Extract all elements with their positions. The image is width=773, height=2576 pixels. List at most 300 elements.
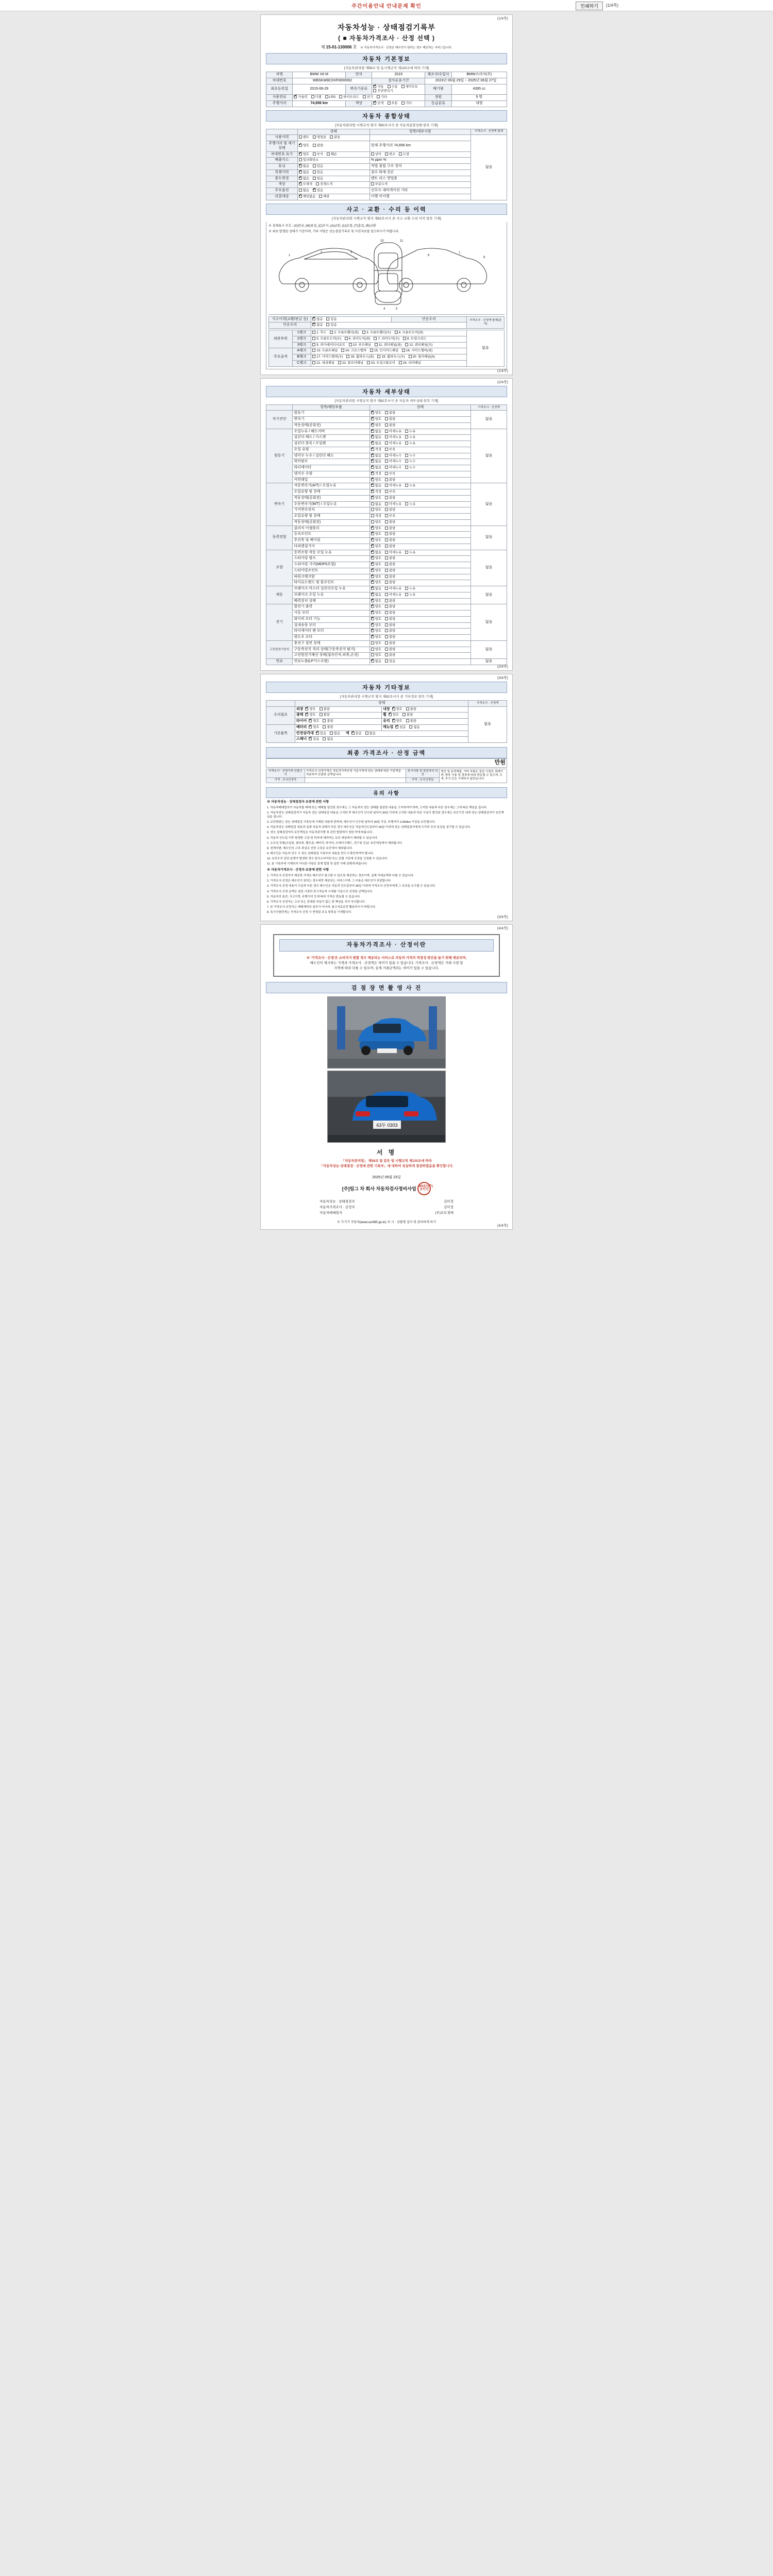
other-item-ext (295, 706, 382, 713)
opt-none[interactable]: 없음 (365, 732, 376, 736)
section-note-accident: [자동차관리법 시행규칙 별지 제82호서식 중 사고·교환·수리 이력 항목 기재] (332, 216, 441, 221)
part-22[interactable]: 22. 플로어패널 (338, 361, 363, 365)
part-5[interactable]: 5. 프론트도어(우) (312, 337, 341, 341)
detail-price-1: 없음 (470, 429, 507, 483)
opt-leak[interactable]: 누수 (405, 454, 415, 458)
notice-item: 3. 보증범위는 성능·상태점검 기록부에 기재된 내용에 한하며, 매수인이 인수한 날부터 30일 이상, 주행거리 2,000km 이상을 보증합니다. (267, 821, 435, 824)
opt-yes[interactable]: ✔ 있음 (316, 732, 326, 736)
opt-good[interactable]: ✔ 양호 (371, 417, 381, 421)
opt-bad[interactable]: 불량 (385, 617, 395, 621)
detail-item-2-0: 자동변속기(A/T) / 오일누유 (293, 483, 369, 489)
opt-accident-yes[interactable]: 있음 (326, 317, 337, 321)
notice-item: 8. 천재지변, 매수인의 고의·과실로 인한 고장은 보증에서 제외됩니다. (267, 846, 353, 850)
inspection-photo-rear (327, 1071, 446, 1143)
opt-bad[interactable]: 불량 (385, 478, 395, 482)
opt-bad[interactable]: 불량 (385, 648, 395, 652)
part-18[interactable]: 18. 휠하우스(좌) (346, 355, 374, 359)
opt-recall-na[interactable]: ✔ 해당없음 (299, 195, 315, 199)
opt-yes[interactable]: ✔ 있음 (351, 732, 362, 736)
other-label-tire: 타이어 (296, 719, 307, 723)
part-8[interactable]: 8. 트렁크리드 (403, 337, 426, 341)
opt-good[interactable]: ✔ 양호 (371, 617, 381, 621)
other-label-wheel: 휠 (383, 713, 386, 717)
opt-simple-none[interactable]: ✔ 없음 (312, 323, 323, 327)
opt-low[interactable]: 부족 (385, 448, 395, 452)
opt-none[interactable]: ✔ 없음 (371, 460, 381, 464)
opt-leak[interactable]: 누유 (405, 502, 415, 506)
section-note-basic: [자동차관리법 제58조 및 동시행규칙 제120조에 따라 기재] (344, 66, 429, 70)
detail-price-2: 없음 (470, 483, 507, 526)
label-insp-valid: 검사유효기간 (372, 78, 425, 84)
part-1[interactable]: 1. 후드 (312, 331, 326, 335)
opt-simple-yes[interactable]: 있음 (326, 323, 337, 327)
opt-low[interactable]: 부족 (385, 490, 395, 494)
opt-micro-leak[interactable]: 미세누수 (385, 460, 401, 464)
opt-good[interactable]: ✔ 양호 (371, 569, 381, 573)
page-number-3: (3/4쪽) (497, 676, 508, 680)
opt-leak[interactable]: 누유 (405, 484, 415, 488)
opt-micro-leak[interactable]: 미세누유 (385, 551, 401, 555)
value-insp-valid: 2023년 06월 29일 ~ 2025년 06월 27일 (425, 78, 507, 84)
price-definition-title: 자동차가격조사 · 산정이란 (279, 939, 494, 952)
opt-micro-leak[interactable]: 미세누수 (385, 454, 401, 458)
opt-transmission-other[interactable]: 무단변속기 (373, 89, 393, 93)
value-displacement: 4395 cc (451, 84, 507, 95)
signature-row-value: 김이정 (444, 1199, 453, 1204)
opt-leak[interactable]: 누유 (405, 587, 415, 591)
value-car-name: BMW X6 M (293, 72, 346, 78)
part-19[interactable]: 19. 휠하우스(우) (377, 355, 405, 359)
final-row-label-2: 가격 · 조사산정일 (406, 777, 439, 783)
value-mileage: 74,656 km (293, 100, 346, 107)
detail-item-0-1: 변속기 (293, 417, 369, 423)
accident-history-table (268, 316, 505, 329)
other-label-jack: 잭 (345, 731, 349, 735)
opt-vin-damage[interactable]: 훼손 (327, 152, 337, 157)
opt-bad[interactable]: 불량 (385, 605, 395, 609)
car-diagram-canvas (268, 235, 505, 313)
part-4[interactable]: 4. 프론트도어(좌) (395, 331, 424, 335)
opt-leak[interactable]: 누유 (405, 593, 415, 597)
part-13[interactable]: 13. 프론트패널 (312, 349, 338, 353)
opt-micro-leak[interactable]: 미세누유 (385, 593, 401, 597)
opt-good[interactable]: ✔ 양호 (392, 719, 402, 723)
opt-bad[interactable]: 불량 (385, 556, 395, 561)
opt-none[interactable]: ✔ 없음 (371, 430, 381, 434)
opt-none[interactable]: ✔ 없음 (371, 484, 381, 488)
opt-bad[interactable]: 불량 (323, 725, 333, 730)
opt-good[interactable]: 양호 (371, 653, 381, 657)
opt-bad[interactable]: 불량 (385, 581, 395, 585)
opt-bad[interactable]: 불량 (406, 707, 416, 711)
other-price-value: 없음 (468, 706, 507, 743)
other-group-repair: 수리필요 (266, 706, 295, 724)
part-16[interactable]: 16. 사이드멤버(좌) (402, 349, 432, 353)
opt-fuel-gasoline[interactable]: ✔ 가솔린 (294, 95, 307, 99)
opt-bad[interactable]: 불량 (385, 527, 395, 531)
opt-micro-leak[interactable]: 미세누유 (385, 484, 401, 488)
opt-good[interactable]: 양호 (371, 648, 381, 652)
opt-yes[interactable]: ✔ 있음 (309, 737, 319, 741)
notice-title: 유의 사항 (266, 787, 507, 798)
svg-text:3: 3 (350, 250, 352, 254)
other-group-basic: 기본품목 (266, 724, 295, 742)
detail-status-4-4 (369, 574, 470, 580)
detail-item-0-2: 작동상태(공회전) (293, 422, 369, 429)
opt-good[interactable]: 양호 (371, 641, 381, 646)
svg-text:5: 5 (396, 307, 398, 311)
opt-low[interactable]: 부족 (385, 472, 395, 476)
opt-bad[interactable]: 불량 (385, 520, 395, 524)
opt-special-none[interactable]: ✔ 없음 (299, 171, 309, 175)
opt-good[interactable]: ✔ 양호 (392, 707, 402, 711)
part-6[interactable]: 6. 리어도어(좌) (345, 337, 371, 341)
section-title-final: 최종 가격조사 · 산정 금액 (266, 747, 507, 758)
detail-status-2-2 (369, 495, 470, 501)
part-11[interactable]: 11. 쿼터패널(좌) (375, 343, 402, 347)
opt-usechange-yes[interactable]: 있음 (313, 177, 323, 181)
opt-vin-diff[interactable]: 상이 (371, 152, 381, 157)
opt-bad[interactable]: 불량 (385, 563, 395, 567)
row-label-options: 주요옵션 (266, 188, 298, 194)
opt-bad[interactable]: 불량 (385, 538, 395, 543)
page-number-4: (4/4쪽) (497, 927, 508, 931)
opt-none[interactable]: ✔ 없음 (371, 442, 381, 446)
opt-good[interactable]: ✔ 양호 (389, 713, 399, 717)
label-maker: 제조사/수입사 (425, 72, 451, 78)
opt-good[interactable]: ✔ 양호 (371, 478, 381, 482)
opt-color-single[interactable]: ✔ 단색 (373, 101, 383, 106)
opt-bad[interactable]: 불량 (385, 423, 395, 428)
signature-row (320, 1204, 453, 1210)
part-7[interactable]: 7. 리어도어(우) (374, 337, 399, 341)
opt-recall-yes[interactable]: 해당 (319, 195, 329, 199)
opt-none[interactable]: ✔ 없음 (371, 435, 381, 439)
opt-good[interactable]: ✔ 양호 (371, 629, 381, 633)
detail-item-2-4: 기어변속장치 (293, 507, 369, 514)
opt-transmission-cvt[interactable]: 세미오토 (401, 85, 418, 89)
opt-bad[interactable]: 불량 (385, 575, 395, 579)
opt-bad[interactable]: 불량 (402, 713, 413, 717)
opt-emission-co[interactable]: 일산화탄소 (299, 158, 318, 162)
opt-tuning-none[interactable]: ✔ 없음 (299, 164, 309, 168)
part-23[interactable]: 23. 트렁크플로어 (367, 361, 395, 365)
opt-leak[interactable]: 누유 (405, 442, 415, 446)
docno-prefix: 제 (321, 45, 325, 49)
sheet-page-4 (260, 924, 513, 1230)
section-title-detail: 자동차 세부상태 (266, 386, 507, 397)
opt-usechange-none[interactable]: ✔ 없음 (299, 177, 309, 181)
row-status-color (297, 182, 369, 188)
detail-item-1-8: 커먼레일 (293, 477, 369, 483)
detail-item-3-0: 클러치 어셈블리 (293, 526, 369, 532)
part-9[interactable]: 9. 라디에이터서포트 (312, 343, 345, 347)
rank-items-2 (311, 336, 467, 342)
label-mileage: 주행거리 (266, 100, 293, 107)
opt-options-yes[interactable]: ✔ 있음 (313, 189, 323, 193)
detail-status-7-1 (369, 647, 470, 653)
opt-tuning-yes[interactable]: 있음 (313, 164, 323, 168)
opt-low[interactable]: 부족 (385, 514, 395, 518)
label-fuel: 사용연료 (266, 95, 293, 101)
detail-item-2-6: 작동상태(공회전) (293, 519, 369, 526)
opt-yes[interactable]: ✔ 있음 (395, 725, 406, 730)
opt-bad[interactable]: 불량 (385, 532, 395, 536)
opt-options-none[interactable]: 없음 (299, 189, 309, 193)
opt-good[interactable]: ✔ 양호 (371, 496, 381, 500)
opt-bad[interactable]: 불량 (385, 496, 395, 500)
part-17[interactable]: 17. 사이드멤버(우) (312, 355, 343, 359)
part-14[interactable]: 14. 크로스멤버 (341, 349, 366, 353)
opt-bad[interactable]: 불량 (385, 635, 395, 639)
opt-micro-leak[interactable]: 미세누유 (385, 442, 401, 446)
section-title-other: 자동차 기타정보 (266, 682, 507, 693)
detail-status-4-3 (369, 568, 470, 574)
opt-fuel-electric[interactable]: 전기 (363, 95, 373, 99)
sheet-page-2 (260, 378, 513, 671)
other-info-table (266, 700, 507, 743)
opt-ok[interactable]: ✔ 적정 (371, 472, 381, 476)
opt-good[interactable]: ✔ 양호 (371, 575, 381, 579)
opt-ok[interactable]: ✔ 적정 (371, 448, 381, 452)
label-seats: 정원 (425, 95, 451, 101)
opt-good[interactable]: 양호 (371, 520, 381, 524)
detail-status-1-8 (369, 477, 470, 483)
opt-bad[interactable]: 불량 (385, 611, 395, 615)
opt-good[interactable]: ✔ 양호 (371, 611, 381, 615)
opt-bad[interactable]: 불량 (320, 713, 330, 717)
row-detail-special: 침수 화재 전손 (369, 170, 470, 176)
detail-group-self: 자기진단 (266, 411, 293, 429)
opt-micro-leak[interactable]: 미세누유 (385, 430, 401, 434)
other-label-glass: 유리 (383, 719, 390, 723)
opt-bad[interactable]: 불량 (385, 653, 395, 657)
opt-usage-biz[interactable]: 영업용 (313, 135, 326, 140)
opt-vin-good[interactable]: ✔ 양호 (299, 152, 309, 157)
page-number-1: (1/4쪽) (497, 17, 508, 21)
opt-none[interactable]: ✔ 없음 (371, 593, 381, 597)
row-status-vin-mark (297, 151, 369, 158)
opt-bad[interactable]: 불량 (385, 508, 395, 512)
detail-status-6-3 (369, 622, 470, 629)
other-item-spanner (295, 737, 468, 743)
row-status-usage (297, 135, 369, 141)
opt-vin-mod[interactable]: 변조 (385, 152, 395, 157)
opt-none[interactable]: ✔ 없음 (371, 551, 381, 555)
detail-status-4-2 (369, 562, 470, 568)
opt-good[interactable]: ✔ 양호 (371, 635, 381, 639)
detail-group-engine: 원동기 (266, 429, 293, 483)
opt-paint-full[interactable]: 전체도색 (316, 182, 332, 187)
opt-good[interactable]: ✔ 양호 (371, 581, 381, 585)
opt-micro-leak[interactable]: 미세누유 (385, 435, 401, 439)
opt-micro-leak[interactable]: 미세누유 (385, 587, 401, 591)
opt-bad[interactable]: 불량 (385, 411, 395, 415)
opt-bad[interactable]: 불량 (385, 599, 395, 603)
detail-status-1-4 (369, 453, 470, 459)
opt-none[interactable]: ✔ 없음 (371, 587, 381, 591)
notice-head-1: ※ 자동차성능 · 상태점검자 보증에 관한 사항 (267, 800, 329, 804)
svg-text:63두 0303: 63두 0303 (376, 1122, 398, 1128)
opt-good[interactable]: ✔ 양호 (309, 719, 319, 723)
opt-good[interactable]: ✔ 양호 (371, 538, 381, 543)
opt-special-yes[interactable]: 있음 (313, 171, 323, 175)
other-item-manual (382, 724, 468, 731)
detail-status-2-1 (369, 489, 470, 496)
opt-micro-leak[interactable]: 미세누수 (385, 466, 401, 470)
final-amount-value: 만원 (266, 759, 507, 768)
opt-bad[interactable]: 불량 (385, 417, 395, 421)
opt-transmission-auto[interactable]: ✔자동 (373, 85, 383, 89)
opt-micro-leak[interactable]: 미세누유 (385, 502, 401, 506)
accident-diagram (266, 222, 507, 369)
opt-leak[interactable]: 누수 (405, 466, 415, 470)
detail-status-1-3 (369, 447, 470, 453)
detail-status-2-0 (369, 483, 470, 489)
opt-usage-gov[interactable]: 관용 (330, 135, 340, 140)
opt-fuel-etc[interactable]: 기타 (377, 95, 387, 99)
label-year: 연식 (346, 72, 372, 78)
part-2[interactable]: 2. 프론트휀더(좌) (330, 331, 359, 335)
opt-color-etc[interactable]: 기타 (401, 101, 412, 106)
detail-status-3-1 (369, 532, 470, 538)
opt-bad[interactable]: 불량 (385, 569, 395, 573)
opt-accident-none[interactable]: ✔ 없음 (312, 317, 323, 321)
detail-status-6-5 (369, 635, 470, 641)
detail-status-1-2 (369, 441, 470, 447)
opt-fuel-lpg[interactable]: LPG (325, 95, 336, 99)
print-button[interactable]: 인쇄하기 (576, 2, 603, 10)
detail-status-8-0 (369, 659, 470, 665)
part-3[interactable]: 3. 프론트휀더(우) (362, 331, 391, 335)
opt-good[interactable]: ✔ 양호 (371, 623, 381, 628)
detail-status-7-2 (369, 653, 470, 659)
opt-good[interactable]: ✔ 양호 (305, 713, 315, 717)
seal-stamp: WKEY(주) 공인인 (417, 1182, 431, 1195)
opt-fuel-hybrid[interactable]: 하이브리드 (339, 95, 359, 99)
opt-bad[interactable]: 불량 (406, 719, 416, 723)
opt-ok[interactable]: ✔ 적정 (371, 490, 381, 494)
accident-note-2: ※ 최초 발생된 상태가 기준이며, 기타 사항은 성능점검기록부 및 사진자료를 참고하시기 바랍니다. (268, 230, 399, 233)
label-simple-repair: 단순수리 (391, 316, 466, 323)
opt-usage-rent[interactable]: 렌트 (299, 135, 309, 140)
part-21[interactable]: 21. 대쉬패널 (312, 361, 334, 365)
detail-item-4-4: 파워크랭크암 (293, 574, 369, 580)
opt-good[interactable]: ✔ 양호 (305, 707, 315, 711)
detail-group-hv: 고전원전기장치 (266, 640, 293, 658)
detail-item-1-4: 냉각수 누수 / 실린더 헤드 (293, 453, 369, 459)
detail-header-status: 상태 (369, 404, 470, 411)
detail-header-price: 가격조사 · 산정액 (470, 404, 507, 411)
opt-good[interactable]: ✔ 양호 (371, 527, 381, 531)
opt-vin-erase[interactable]: 도말 (399, 152, 409, 157)
final-left-text: 가격조사·산정가격은 자동차가격산정 기준가격에 성능·상태에 따른 가감액을 적용하여 산출한 금액입니다. (305, 769, 406, 777)
opt-bad[interactable]: 불량 (385, 623, 395, 628)
value-maker: BMW코리아(주) (451, 72, 507, 78)
opt-good[interactable]: 양호 (371, 508, 381, 512)
value-transmission (372, 84, 425, 95)
page-title: 자동차성능 · 상태점검기록부 (338, 23, 435, 31)
group-label-exterior: 외판부위 (269, 330, 293, 348)
svg-text:10: 10 (380, 239, 384, 243)
opt-paint-none[interactable]: ✔ 무채색 (299, 182, 312, 187)
price-definition-line-1: ※ '가격조사 · 산정'은 소비자가 원할 경우 제공되는 서비스로 자동차 가격의 적정성 판단을 돕기 위해 제공되며, (306, 956, 467, 960)
signature-row-key: 자동차가격조사 · 산정자 (320, 1205, 355, 1209)
opt-bad[interactable]: 불량 (323, 719, 333, 723)
part-12[interactable]: 12. 쿼터패널(우) (405, 343, 432, 347)
notice-item: 9. 매수인은 자동차 인수 시 성능·상태점검 기록부의 내용을 반드시 확인하여야 합니다. (267, 852, 374, 855)
opt-none[interactable]: ✔ 없음 (371, 454, 381, 458)
opt-bad[interactable]: 불량 (385, 629, 395, 633)
opt-good[interactable]: ✔ 양호 (371, 545, 381, 549)
row-detail-usechange: 렌트 리스 영업용 (369, 176, 470, 182)
overall-header-detail: 항목/세부사항 (369, 129, 470, 135)
opt-fuel-diesel[interactable]: 디젤 (311, 95, 322, 99)
opt-mileage-good[interactable]: ✔양호 (299, 144, 309, 148)
detail-status-0-1 (369, 417, 470, 423)
opt-bad[interactable]: 불량 (385, 545, 395, 549)
opt-good[interactable]: ✔ 양호 (371, 411, 381, 415)
opt-ok[interactable]: 적정 (371, 514, 381, 518)
opt-good[interactable]: ✔ 양호 (371, 563, 381, 567)
opt-color-two[interactable]: 투톤 (388, 101, 398, 106)
part-10[interactable]: 10. 루프패널 (349, 343, 371, 347)
opt-good[interactable]: ✔ 양호 (371, 423, 381, 428)
rank-label-1: 1랭크 (292, 330, 311, 336)
opt-leak[interactable]: 누유 (405, 430, 415, 434)
row-label-usechange: 용도변경 (266, 176, 298, 182)
opt-none[interactable]: ✔ 없음 (371, 466, 381, 470)
opt-good[interactable]: ✔ 양호 (309, 725, 319, 730)
opt-leak[interactable]: 누수 (405, 460, 415, 464)
opt-good[interactable]: ✔ 양호 (371, 599, 381, 603)
opt-vin-corrode[interactable]: 부식 (313, 152, 323, 157)
svg-text:7: 7 (459, 251, 461, 255)
opt-yes[interactable]: 있음 (385, 659, 395, 664)
opt-good[interactable]: ✔ 양호 (371, 532, 381, 536)
opt-bad[interactable]: 불량 (320, 707, 330, 711)
basic-info-table (266, 72, 507, 107)
opt-good[interactable]: ✔ 양호 (371, 605, 381, 609)
opt-bad[interactable]: 불량 (385, 641, 395, 646)
opt-none[interactable]: ✔ 없음 (371, 659, 381, 664)
other-header-price: 가격조사 · 산정액 (468, 700, 507, 706)
opt-none[interactable]: 없음 (323, 737, 333, 741)
opt-paint-part[interactable]: 부분도색 (371, 182, 388, 187)
opt-transmission-manual[interactable]: 수동 (388, 85, 398, 89)
detail-price-0: 없음 (470, 411, 507, 429)
opt-mileage-bad[interactable]: 불량 (313, 144, 323, 148)
rank-items-a (311, 348, 467, 354)
opt-none[interactable]: 없음 (371, 502, 381, 506)
signature-warn-2: 「자동차성능·상태점검 · 산정에 관한 기록부」에 대하여 성실하게 점검하였음을 확인합니다. (320, 1164, 453, 1168)
detail-item-5-0: 브레이크 마스터 실린더오일 누유 (293, 586, 369, 592)
opt-none[interactable]: 없음 (330, 732, 340, 736)
opt-leak[interactable]: 누유 (405, 551, 415, 555)
accident-note-1: ※ 상태표시 부호 : (X)판금, (W)용접, (C)부식, (A)긁힘, (U)요철, (T)흠집, (R)교환 (268, 224, 376, 228)
detail-price-7: 없음 (470, 640, 507, 658)
opt-none[interactable]: 없음 (409, 725, 419, 730)
part-15[interactable]: 15. 인사이드패널 (370, 349, 398, 353)
detail-status-4-1 (369, 556, 470, 562)
part-24[interactable]: 24. 리어패널 (399, 361, 421, 365)
part-20[interactable]: 20. 필러패널(A) (409, 355, 435, 359)
opt-good[interactable]: ✔ 양호 (371, 556, 381, 561)
other-label-polish: 광택 (296, 713, 304, 717)
detail-item-6-3: 실내송풍 모터 (293, 622, 369, 629)
opt-leak[interactable]: 누유 (405, 435, 415, 439)
row-detail-options: 선루프 내비게이션 기타 (369, 188, 470, 194)
